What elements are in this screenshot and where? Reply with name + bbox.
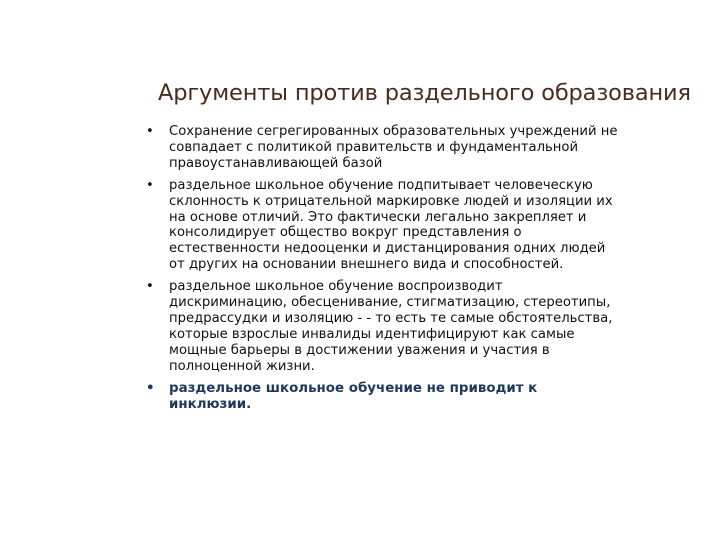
bullet-item-discrimination xyxy=(144,279,624,374)
bullet-marker: • xyxy=(146,279,154,295)
bullet-item-no-inclusion xyxy=(144,381,624,413)
bullet-item-negative-labeling xyxy=(144,178,624,273)
bullet-item-segregated-institutions xyxy=(144,124,624,172)
bullet-text: Сохранение сегрегированных образовательных учреждений не совпадает с политикой правительств и фундаментальной правоустанавливающей базой xyxy=(169,124,618,171)
bullet-text: раздельное школьное обучение воспроизводит дискриминацию, обесценивание, стигматизацию, стереотипы, предрассудки и изоляцию - - то есть те самые обстоятельства, которые взрослые инвалиды идентифицируют как самые мощные барьеры в достижении уважения и участия в полноценной жизни. xyxy=(169,279,613,374)
bullet-marker: • xyxy=(146,380,155,396)
bullet-text: раздельное школьное обучение подпитывает человеческую склонность к отрицательной маркировке людей и изоляции их на основе отличий. Это фактически легально закрепляет и консолидирует общество вокруг представления о естественности недооценки и дистанцирования одних людей от других на основании внешнего вида и способностей. xyxy=(169,177,613,273)
slide-title: Аргументы против раздельного образования xyxy=(158,80,691,106)
bullet-list xyxy=(144,124,624,418)
bullet-marker: • xyxy=(146,124,154,139)
bullet-marker: • xyxy=(146,177,154,193)
bullet-text: раздельное школьное обучение не приводит к инклюзии. xyxy=(169,380,538,412)
